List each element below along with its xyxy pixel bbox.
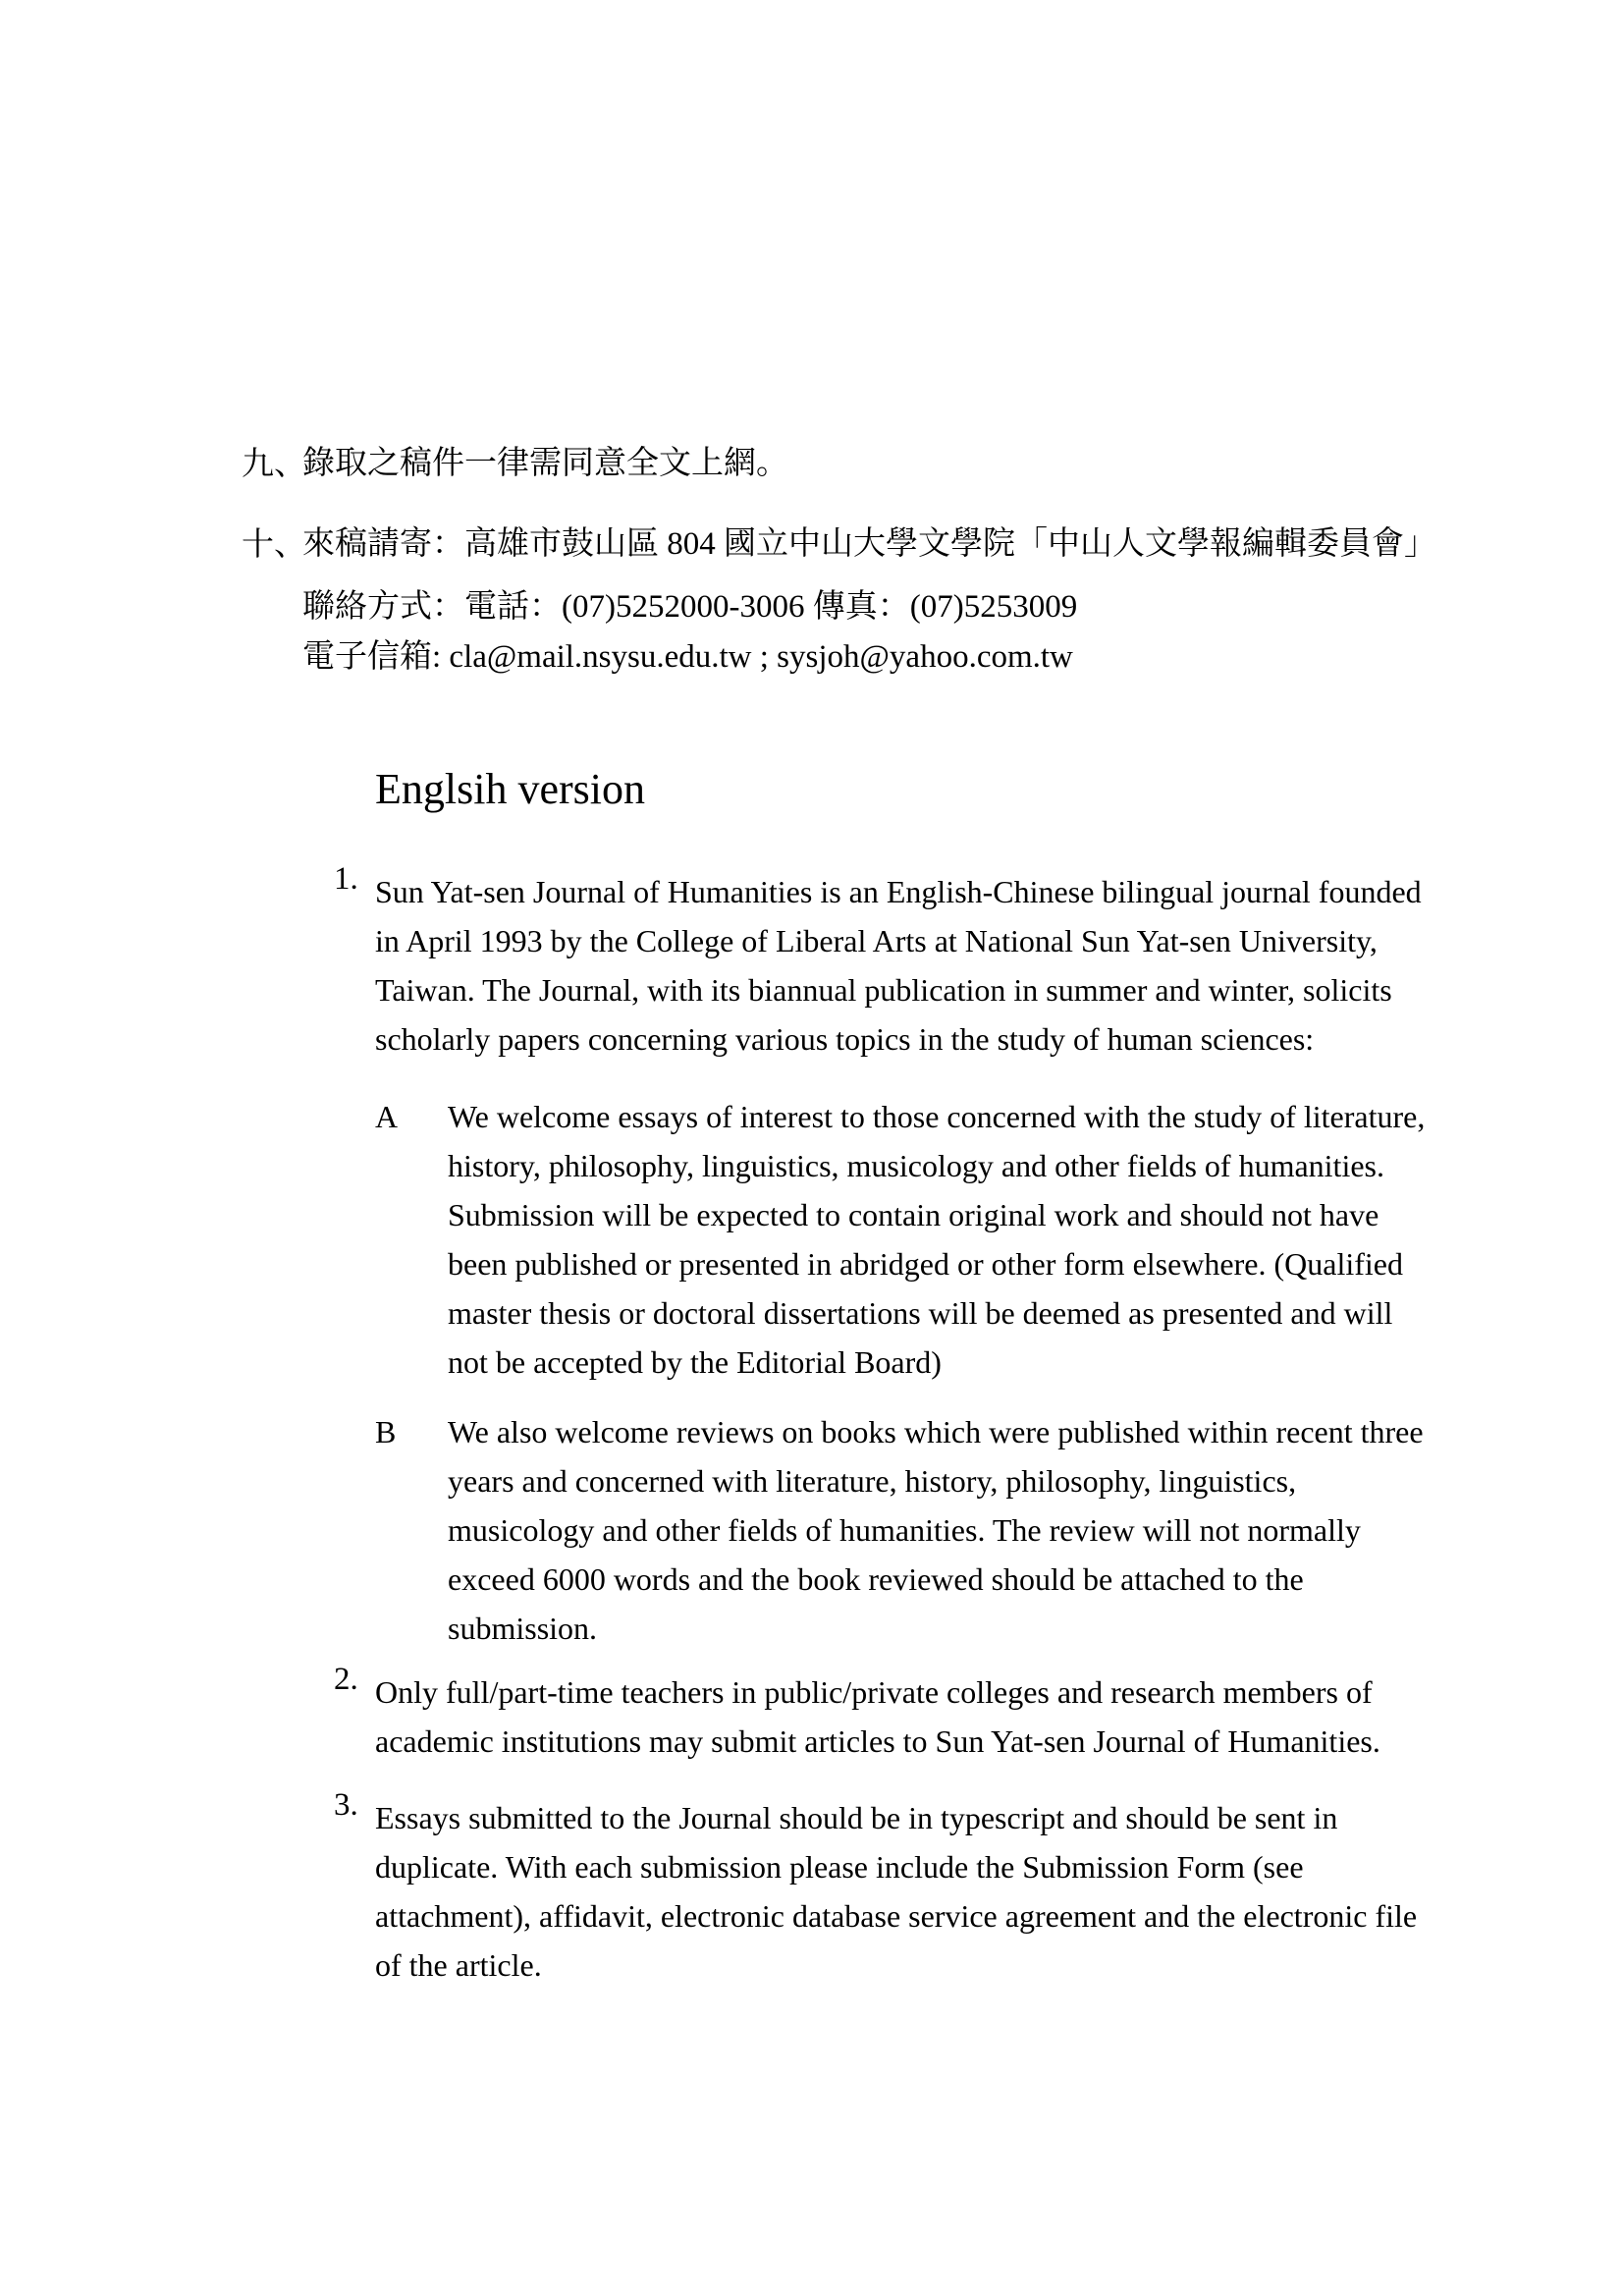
subitem-text: We also welcome reviews on books which were published within recent three years and concerned with literature, history, philosophy, linguistics, musicology and other fields of humanities. The review will not normally exceed 6000 words and the book reviewed should be attached to the submission. — [448, 1414, 1424, 1646]
subitem-text: We welcome essays of interest to those concerned with the study of literature, history, philosophy, linguistics, musicology and other fields of humanities. Submission will be expected to contain original work and should not have been published or presented in abridged or other form elsewhere. (Qualified master thesis or doctoral dissertations will be deemed as presented and will not be accepted by the Editorial Board) — [448, 1099, 1426, 1380]
english-item-marker: 3. — [334, 1787, 358, 1823]
english-item-2 — [334, 1662, 1426, 1766]
english-item-3 — [334, 1787, 1426, 1990]
email-info: 電子信箱: cla@mail.nsysu.edu.tw ; sysjoh@yahoo.com.tw — [302, 639, 1073, 675]
english-subitem-b — [375, 1407, 1430, 1653]
zh-item-marker: 九、 — [242, 444, 306, 482]
english-item-marker: 1. — [334, 861, 358, 897]
subitem-marker: A — [375, 1099, 399, 1134]
english-subitem-a — [375, 1092, 1430, 1387]
english-item-marker: 2. — [334, 1662, 358, 1697]
english-item-1 — [334, 861, 1426, 1064]
english-item-text: Only full/part-time teachers in public/private colleges and research members of academic institutions may submit articles to Sun Yat-sen Journal of Humanities. — [375, 1674, 1380, 1759]
zh-item-text: 錄取之稿件一律需同意全文上網。 — [302, 446, 788, 481]
contact-info: 聯絡方式：電話：(07)5252000-3006 傳真：(07)5253009 — [302, 589, 1078, 625]
submission-address: 來稿請寄：高雄市鼓山區 804 國立中山大學文學院「中山人文學報編輯委員會」 — [302, 526, 1436, 562]
zh-item-marker: 十、 — [242, 524, 306, 563]
english-version-heading: Englsih version — [375, 765, 645, 813]
english-item-text: Sun Yat-sen Journal of Humanities is an English-Chinese bilingual journal founded in April 1993 by the College of Liberal Arts at National Sun Yat-sen University, Taiwan. The Journal, with its biannual publication in summer and winter, solicits scholarly papers concerning various topics in the study of human sciences: — [375, 874, 1422, 1057]
english-item-text: Essays submitted to the Journal should be in typescript and should be sent in duplicate. With each submission please include the Submission Form (see attachment), affidavit, electronic database service agreement and the electronic file of the article. — [375, 1800, 1418, 1983]
zh-item-9 — [242, 439, 1422, 489]
zh-item-10 — [242, 519, 1436, 683]
subitem-marker: B — [375, 1414, 397, 1449]
